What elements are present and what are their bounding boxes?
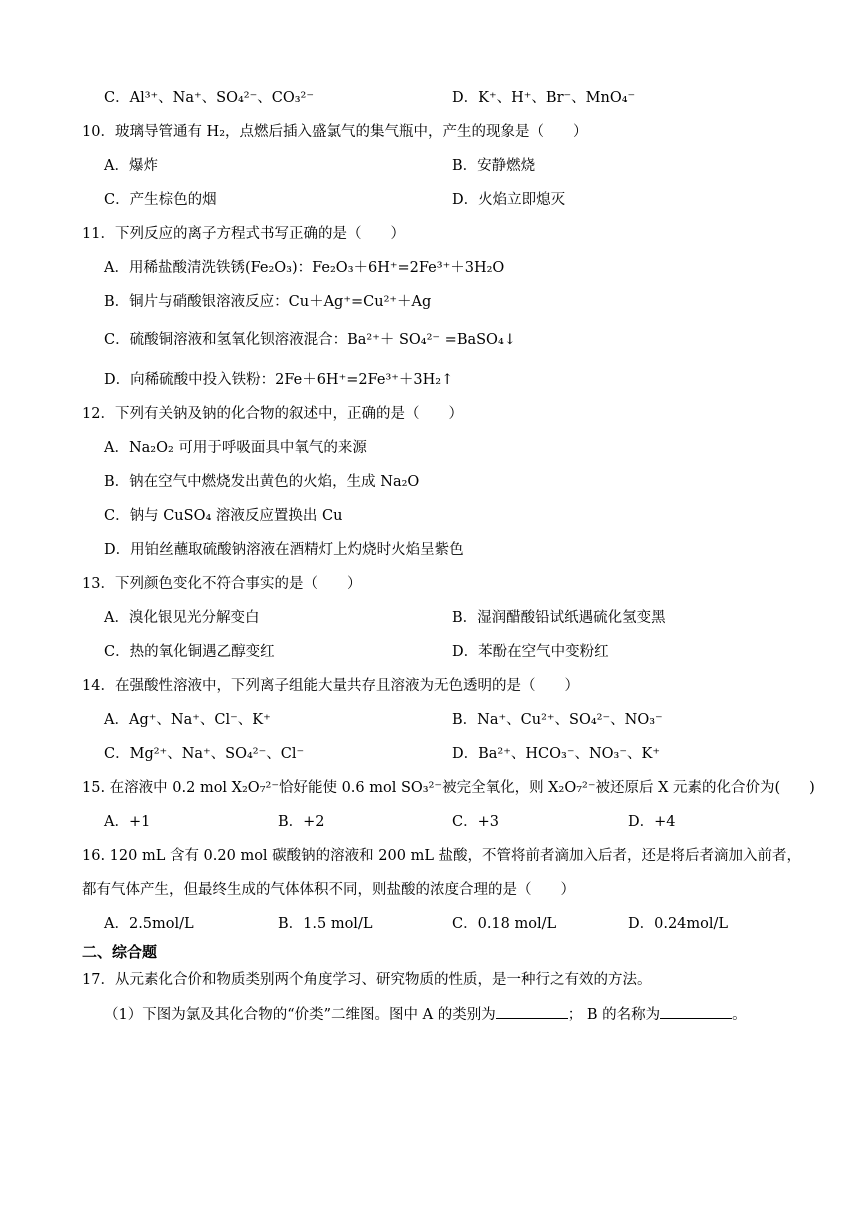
- line-q11b: B．铜片与硝酸银溶液反应：Cu＋Ag⁺=Cu²⁺＋Ag: [104, 294, 432, 310]
- line-q16c: C．0.18 mol/L: [452, 916, 557, 932]
- part-1-text-c: 。: [732, 1007, 747, 1023]
- line-q11a: A．用稀盐酸清洗铁锈(Fe₂O₃)：Fe₂O₃＋6H⁺=2Fe³⁺＋3H₂O: [104, 260, 505, 276]
- part-1-text-a: （1）下图为氯及其化合物的“价类”二维图。图中 A 的类别为: [104, 1007, 496, 1023]
- line-q13a: A．溴化银见光分解变白: [104, 610, 260, 626]
- line-q16: 16. 120 mL 含有 0.20 mol 碳酸钠的溶液和 200 mL 盐酸，不管将前者滴加入后者，还是将后者滴加入前者，: [82, 848, 802, 864]
- line-q12c: C．钠与 CuSO₄ 溶液反应置换出 Cu: [104, 508, 343, 524]
- line-q12b: B．钠在空气中燃烧发出黄色的火焰，生成 Na₂O: [104, 474, 420, 490]
- line-q14c: C．Mg²⁺、Na⁺、SO₄²⁻、Cl⁻: [104, 746, 305, 762]
- line-q16d: D．0.24mol/L: [628, 916, 729, 932]
- line-q10d: D．火焰立即熄灭: [452, 192, 566, 208]
- answer-blank-a[interactable]: [496, 1004, 568, 1019]
- line-q13c: C．热的氧化铜遇乙醇变红: [104, 644, 275, 660]
- question-17-stem: 17．从元素化合价和物质类别两个角度学习、研究物质的性质，是一种行之有效的方法。: [82, 972, 652, 988]
- line-q14: 14．在强酸性溶液中，下列离子组能大量共存且溶液为无色透明的是（ ）: [82, 678, 579, 694]
- part-1-text-b: ； B 的名称为: [567, 1007, 661, 1023]
- line-q14a: A．Ag⁺、Na⁺、Cl⁻、K⁺: [104, 712, 271, 728]
- line-q15b: B．+2: [278, 814, 325, 830]
- line-q11d: D．向稀硫酸中投入铁粉：2Fe＋6H⁺=2Fe³⁺＋3H₂↑: [104, 372, 454, 388]
- line-q15: 15. 在溶液中 0.2 mol X₂O₇²⁻恰好能使 0.6 mol SO₃²⁻被完全氧化，则 X₂O₇²⁻被还原后 X 元素的化合价为( ): [82, 780, 815, 796]
- line-q15c: C．+3: [452, 814, 499, 830]
- line-q12a: A．Na₂O₂ 可用于呼吸面具中氧气的来源: [104, 440, 367, 456]
- line-q13: 13．下列颜色变化不符合事实的是（ ）: [82, 576, 362, 592]
- line-q14d: D．Ba²⁺、HCO₃⁻、NO₃⁻、K⁺: [452, 746, 661, 762]
- line-q10b: B．安静燃烧: [452, 158, 536, 174]
- line-q13d: D．苯酚在空气中变粉红: [452, 644, 609, 660]
- line-q10c: C．产生棕色的烟: [104, 192, 217, 208]
- line-q15d: D．+4: [628, 814, 676, 830]
- line-q9c: C．Al³⁺、Na⁺、SO₄²⁻、CO₃²⁻: [104, 90, 315, 106]
- line-q15a: A．+1: [104, 814, 151, 830]
- line-q12d: D．用铂丝蘸取硫酸钠溶液在酒精灯上灼烧时火焰呈紫色: [104, 542, 464, 558]
- line-q10: 10．玻璃导管通有 H₂，点燃后插入盛氯气的集气瓶中，产生的现象是（ ）: [82, 124, 588, 140]
- line-q11c: C．硫酸铜溶液和氢氧化钡溶液混合：Ba²⁺＋ SO₄²⁻ =BaSO₄↓: [104, 332, 516, 348]
- line-q10a: A．爆炸: [104, 158, 158, 174]
- line-q12: 12．下列有关钠及钠的化合物的叙述中，正确的是（ ）: [82, 406, 463, 422]
- line-q16b: B．1.5 mol/L: [278, 916, 373, 932]
- line-q14b: B．Na⁺、Cu²⁺、SO₄²⁻、NO₃⁻: [452, 712, 663, 728]
- line-q11: 11．下列反应的离子方程式书写正确的是（ ）: [82, 226, 405, 242]
- line-q16cont: 都有气体产生，但最终生成的气体体积不同，则盐酸的浓度合理的是（ ）: [82, 882, 575, 898]
- answer-blank-b[interactable]: [660, 1004, 732, 1019]
- section-heading: 二、综合题: [82, 943, 158, 961]
- line-q16a: A．2.5mol/L: [104, 916, 194, 932]
- question-17-part-1: [104, 1004, 747, 1025]
- line-q9d: D．K⁺、H⁺、Br⁻、MnO₄⁻: [452, 90, 636, 106]
- line-q13b: B．湿润醋酸铅试纸遇硫化氢变黑: [452, 610, 666, 626]
